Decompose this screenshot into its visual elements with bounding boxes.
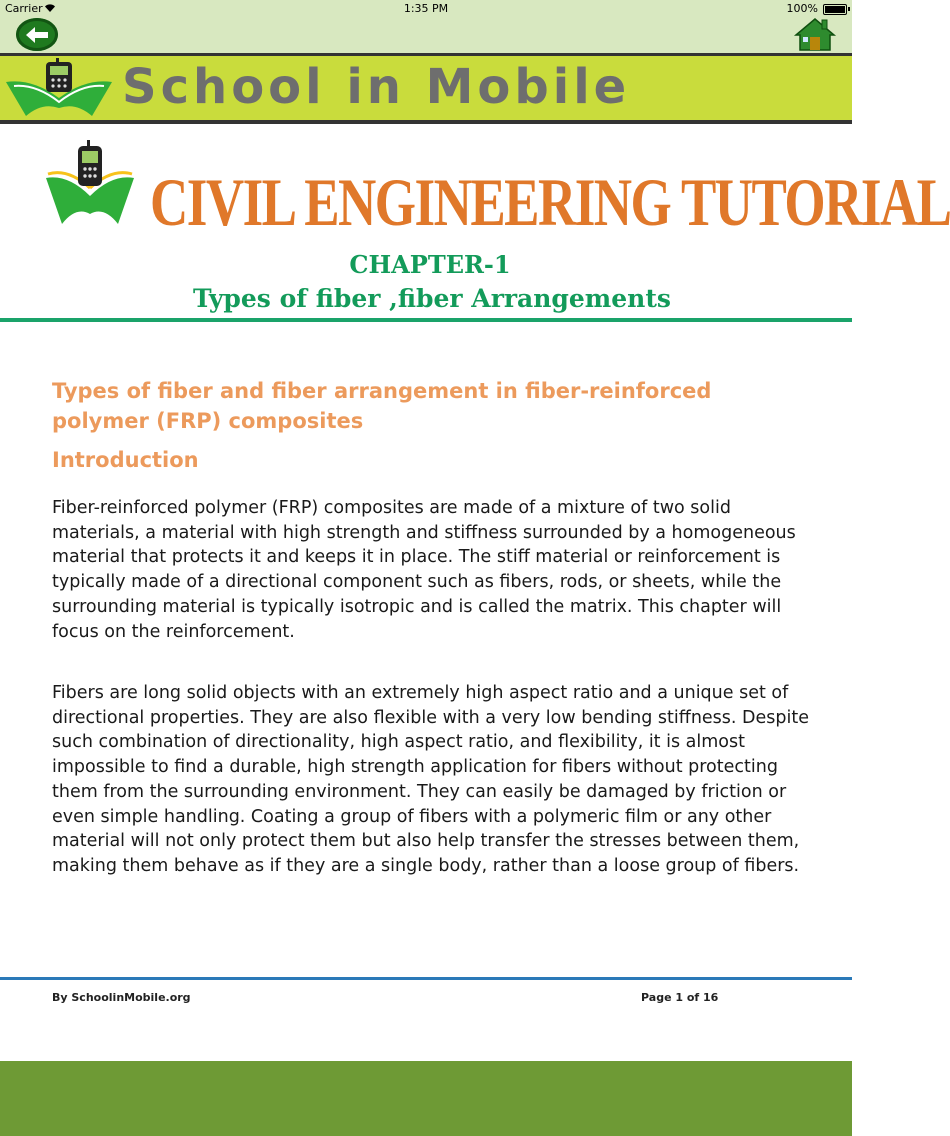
section-heading: Types of fiber and fiber arrangement in fiber-reinforced polymer (FRP) composites <box>52 379 712 433</box>
document-page <box>0 124 950 1061</box>
chapter-subtitle: Types of fiber ,fiber Arrangements <box>193 284 671 313</box>
banner-title: School in Mobile <box>122 59 631 115</box>
document-title: CIVIL ENGINEERING TUTORIAL <box>150 164 950 240</box>
chapter-label: CHAPTER-1 <box>349 250 511 279</box>
battery-percent: 100% <box>786 2 818 15</box>
battery-tip <box>848 7 850 11</box>
paragraph-2: Fibers are long solid objects with an extremely high aspect ratio and a unique set of directional properties. They are also flexible with a very low bending stiffness. Despite such combination of directionality, high aspect ratio, and flexibility, it is almost impossible to find a durable, high strength application for fibers without protecting them from the surrounding environment. They can easily be damaged by friction or even simple handling. Coating a group of fibers with a polymeric film or any other material will not only protect them but also help transfer the stresses between them, making them behave as if they are a single body, rather than a loose group of fibers. <box>52 683 810 876</box>
footer-credit: By SchoolinMobile.org <box>52 991 191 1004</box>
paragraph-1: Fiber-reinforced polymer (FRP) composites are made of a mixture of two solid materials, a material with high strength and stiffness surrounded by a homogeneous material that protects it and keeps it in place. The stiff material or reinforcement is typically made of a directional component such as fibers, rods, or sheets, while the surrounding material is typically isotropic and is called the matrix. This chapter will focus on the reinforcement. <box>52 498 796 642</box>
home-button[interactable] <box>794 16 836 52</box>
page-number: Page 1 of 16 <box>641 991 719 1004</box>
phone-book-logo-icon <box>4 58 114 118</box>
back-button[interactable] <box>16 18 58 51</box>
carrier-label: Carrier <box>5 2 43 15</box>
clock: 1:35 PM <box>403 2 449 15</box>
footer-divider <box>0 977 852 980</box>
status-bar <box>0 0 852 18</box>
home-icon <box>796 19 834 50</box>
introduction-heading: Introduction <box>52 448 199 472</box>
battery-icon <box>823 4 847 15</box>
app-banner <box>0 56 852 120</box>
bottom-bar <box>0 1061 852 1136</box>
title-divider <box>0 318 852 322</box>
phone-book-logo-icon <box>44 138 136 228</box>
back-arrow-icon <box>24 25 50 45</box>
